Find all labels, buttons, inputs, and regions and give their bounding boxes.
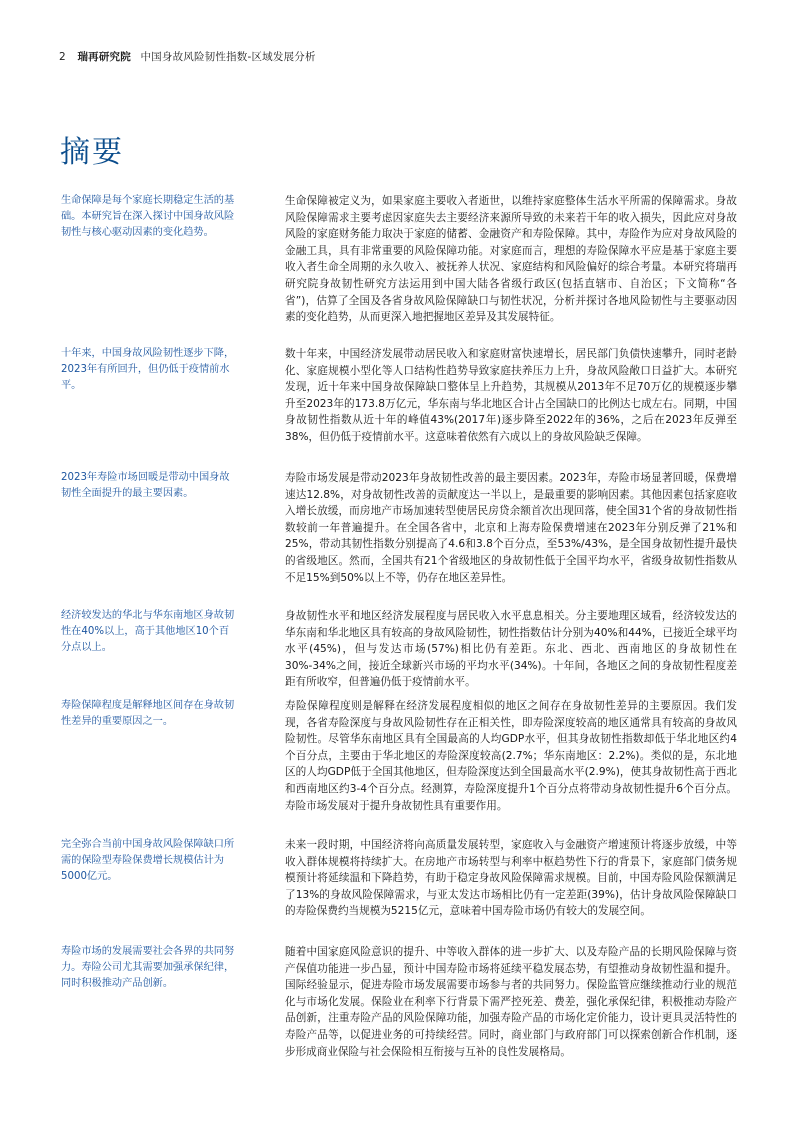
body-paragraph-4: 身故韧性水平和地区经济发展程度与居民收入水平息息相关。分主要地理区域看，经济较发达的华东南和华北地区具有较高的身故风险韧性，韧性指数估计分别为40%和44%，已接近全球平均水平(45%)，但与发达市场(57%)相比仍有差距。东北、西北、西南地区的身故韧性在30%-34%之间，接近全球新兴市场的平均水平(34%)。十年间，各地区之间的身故韧性程度差距有所收窄，但普遍仍低于疫情前水平。	[285, 610, 737, 689]
sidebar-summary-4: 经济较发达的华北与华东南地区身故韧性在40%以上，高于其他地区10个百分点以上。	[61, 610, 235, 653]
body-paragraph-5: 寿险保障程度则是解释在经济发展程度相似的地区之间存在身故韧性差异的主要原因。我们发现，各省寿险深度与身故风险韧性存在正相关性，即寿险深度较高的地区通常具有较高的身故风险韧性。尽管华东南地区具有全国最高的人均GDP水平，但其身故韧性指数却低于华北地区约4个百分点，主要由于华北地区的寿险深度较高(2.7%；华东南地区：2.2%)。类似的是，东北地区的人均GDP低于全国其他地区，但寿险深度达到全国最高水平(2.9%)，使其身故韧性高于西北和西南地区约3-4个百分点。经测算，寿险深度提升1个百分点将带动身故韧性提升6个百分点。寿险市场发展对于提升身故韧性具有重要作用。	[285, 700, 737, 812]
sidebar-summary-3: 2023年寿险市场回暖是带动中国身故韧性全面提升的最主要因素。	[61, 472, 230, 499]
body-paragraph-1: 生命保障被定义为，如果家庭主要收入者逝世，以维持家庭整体生活水平所需的保障需求。身故风险保障需求主要考虑因家庭失去主要经济来源所导致的未来若干年的收入损失，因此应对身故风险的家庭财务能力取决于家庭的储蓄、金融资产和寿险保障。其中，寿险作为应对身故风险的金融工具，具有非常重要的风险保障功能。对家庭而言，理想的寿险保障水平应是基于家庭主要收入者生命全周期的永久收入、被抚养人状况、家庭结构和风险偏好的综合考量。本研究将瑞再研究院身故韧性研究方法运用到中国大陆各省级行政区(包括直辖市、自治区；下文简称“各省”)，估算了全国及各省身故风险保障缺口与韧性状况，分析并探讨各地风险韧性与主要驱动因素的变化趋势，从而更深入地把握地区差异及其发展特征。	[285, 195, 737, 324]
body-paragraph-2: 数十年来，中国经济发展带动居民收入和家庭财富快速增长，居民部门负债快速攀升，同时老龄化、家庭规模小型化等人口结构性趋势导致家庭扶养压力上升，身故风险敞口日益扩大。本研究发现，近十年来中国身故保障缺口整体呈上升趋势，其规模从2013年不足70万亿的规模逐步攀升至2023年的173.8万亿元，华东南与华北地区合计占全国缺口的比例达七成左右。同期，中国身故韧性指数从近十年的峰值43%(2017年)逐步降至2022年的36%，之后在2023年反弹至38%，但仍低于疫情前水平。这意味着依然有六成以上的身故风险缺乏保障。	[285, 348, 737, 443]
sidebar-summary-5: 寿险保障程度是解释地区间存在身故韧性差异的重要原因之一。	[61, 700, 235, 727]
document-title: 中国身故风险韧性指数-区域发展分析	[140, 51, 316, 63]
body-paragraph-3: 寿险市场发展是带动2023年身故韧性改善的最主要因素。2023年，寿险市场显著回暖，保费增速达12.8%，对身故韧性改善的贡献度达一半以上，是最重要的影响因素。其他因素包括家庭收入增长放缓，而房地产市场加速转型使居民房贷余额首次出现回落，使全国31个省的身故韧性指数较前一年普遍提升。在全国各省中，北京和上海寿险保费增速在2023年分别反弹了21%和25%，带动其韧性指数分别提高了4.6和3.8个百分点，至53%/43%，是全国身故韧性提升最快的省级地区。然而，全国共有21个省级地区的身故韧性低于全国平均水平，省级身故韧性指数从不足15%到50%以上不等，仍存在地区差异性。	[285, 472, 737, 584]
sidebar-summary-7: 寿险市场的发展需要社会各界的共同努力。寿险公司尤其需要加强承保纪律，同时积极推动产品创新。	[61, 946, 235, 989]
brand-name: 瑞再研究院	[77, 51, 131, 63]
body-paragraph-7: 随着中国家庭风险意识的提升、中等收入群体的进一步扩大、以及寿险产品的长期风险保障与资产保值功能进一步凸显，预计中国寿险市场将延续平稳发展态势，有望推动身故韧性温和提升。国际经验显示，促进寿险市场发展需要市场参与者的共同努力。保险监管应继续推动行业的规范化与市场化发展。保险业在利率下行背景下需严控死差、费差，强化承保纪律，积极推动寿险产品创新，注重寿险产品的风险保障功能，加强寿险产品的市场化定价能力，设计更具灵活特性的寿险产品等，以促进业务的可持续经营。同时，商业部门与政府部门可以探索创新合作机制，逐步形成商业保险与社会保险相互衔接与互补的良性发展格局。	[285, 946, 737, 1058]
sidebar-summary-1: 生命保障是每个家庭长期稳定生活的基础。本研究旨在深入探讨中国身故风险韧性与核心驱动因素的变化趋势。	[61, 195, 235, 238]
sidebar-summary-2: 十年来，中国身故风险韧性逐步下降，2023年有所回升，但仍低于疫情前水平。	[61, 348, 235, 391]
page-header	[59, 49, 316, 64]
body-paragraph-6: 未来一段时期，中国经济将向高质量发展转型，家庭收入与金融资产增速预计将逐步放缓，中等收入群体规模将持续扩大。在房地产市场转型与利率中枢趋势性下行的背景下，家庭部门债务规模预计将延续温和下降趋势，有助于稳定身故风险保障需求规模。目前，中国寿险风险保额满足了13%的身故风险保障需求，与亚太发达市场相比仍有一定差距(39%)，估计身故风险保障缺口的寿险保费约当规模为5215亿元，意味着中国寿险市场仍有较大的发展空间。	[285, 839, 737, 918]
sidebar-summary-6: 完全弥合当前中国身故风险保障缺口所需的保险型寿险保费增长规模估计为5000亿元。	[61, 839, 235, 882]
page-title: 摘要	[60, 135, 124, 170]
page-number: 2	[59, 51, 66, 63]
